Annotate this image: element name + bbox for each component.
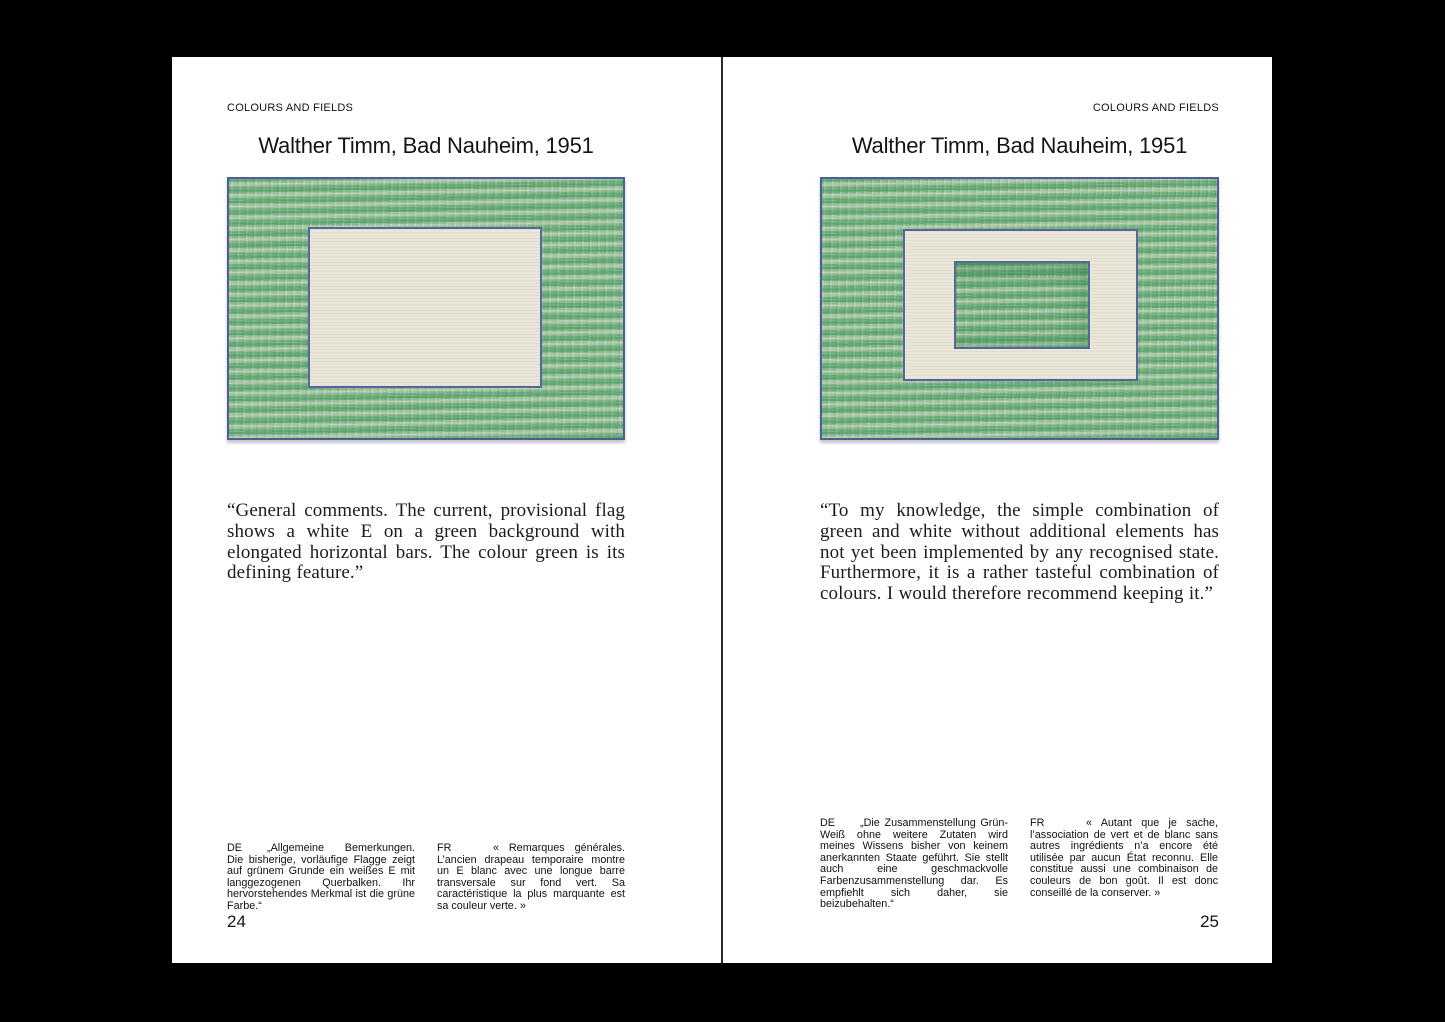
page-title: Walther Timm, Bad Nauheim, 1951 <box>258 133 594 158</box>
book-spread <box>172 57 1272 963</box>
page-title: Walther Timm, Bad Nauheim, 1951 <box>851 133 1188 158</box>
flag-drawing-green-border <box>227 177 625 440</box>
flag-green-core <box>954 261 1090 349</box>
page-number: 24 <box>227 912 246 931</box>
running-head: COLOURS AND FIELDS <box>1092 102 1219 114</box>
flag-drawing-nested-green <box>820 177 1219 440</box>
quote-paragraph: “General comments. The current, provisional flag shows a white E on a green background with elongated horizontal bars. The colour green is its defining feature.” <box>227 500 625 584</box>
footnote-de <box>227 843 415 913</box>
footnotes <box>820 818 1219 911</box>
footnote-lang-label: DE <box>227 842 242 854</box>
footnote-lang-label: FR <box>1030 817 1045 829</box>
footnote-de <box>820 818 1008 911</box>
footnote-fr <box>1030 818 1218 911</box>
page-25 <box>722 57 1272 963</box>
footnotes <box>227 843 625 913</box>
running-head: COLOURS AND FIELDS <box>227 102 354 114</box>
footnote-lang-label: FR <box>437 842 452 854</box>
footnote-lang-label: DE <box>820 817 835 829</box>
flag-cream-ring <box>903 229 1138 381</box>
footnote-text: « Remarques générales. L’ancien drapeau temporaire montre un E blanc avec une longue barre transversale sur fond vert. Sa caractéristique la plus marquante est sa couleur verte. » <box>437 842 625 912</box>
flag-inner-cream-field <box>308 227 542 388</box>
page-number: 25 <box>1200 912 1219 931</box>
footnote-fr <box>437 843 625 913</box>
footnote-text: „Die Zusammenstellung Grün-Weiß ohne weitere Zutaten wird meines Wissens bisher von keinem anerkannten Staate geführt. Sie stellt auch eine geschmackvolle Farbenzusammenstellung dar. Es empfiehlt sich daher, sie beizubehalten.“ <box>820 817 1008 911</box>
footnote-text: « Autant que je sache, l’association de vert et de blanc sans autres ingrédients n’a encore été utilisée par aucun État reconnu. Elle constitue aussi une combinaison de couleurs de bon goût. Il est donc conseillé de la conserver. » <box>1030 817 1218 899</box>
quote-paragraph: “To my knowledge, the simple combination of green and white without additional elements has not yet been implemented by any recognised state. Furthermore, it is a rather tasteful combination of colours. I would therefore recommend keeping it.” <box>820 500 1219 605</box>
page-24 <box>172 57 722 963</box>
page-gutter-divider <box>721 57 723 963</box>
footnote-text: „Allgemeine Bemerkungen. Die bisherige, vorläufige Flagge zeigt auf grünem Grunde ein weißes E mit langgezogenen Querbalken. Ihr hervorstehendes Merkmal ist die grüne Farbe.“ <box>227 842 415 912</box>
